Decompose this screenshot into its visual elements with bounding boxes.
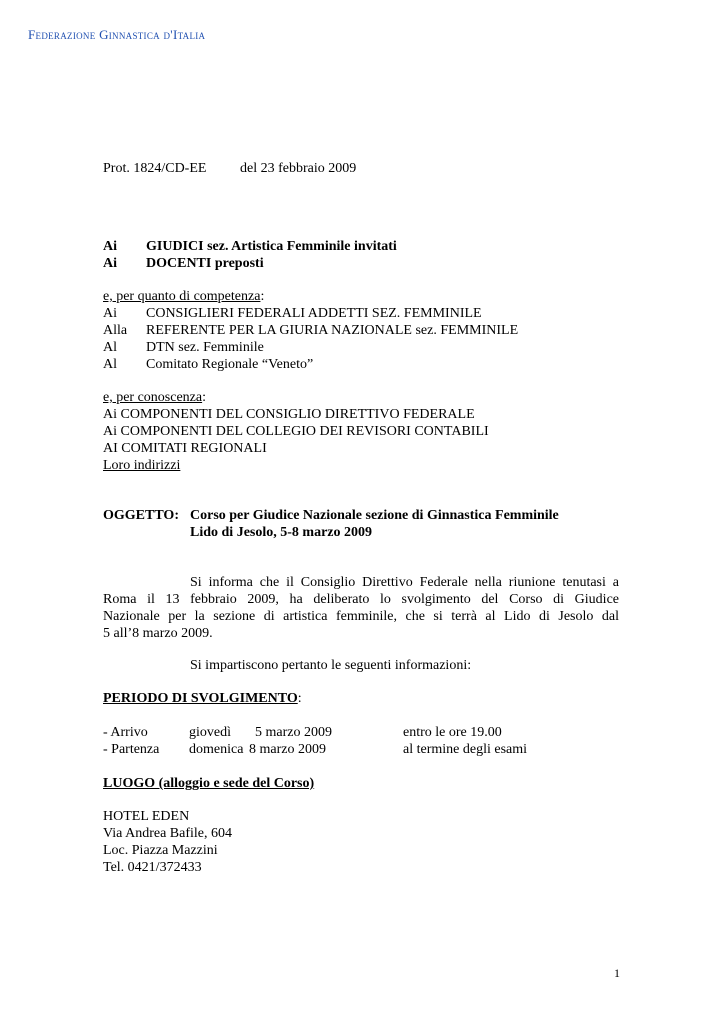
periodo-date: 8 marzo 2009 (249, 742, 326, 757)
competenza-prefix: Al (103, 340, 117, 355)
conoscenza-item: Ai COMPONENTI DEL COLLEGIO DEI REVISORI CONTABILI (103, 424, 489, 439)
periodo-label: - Arrivo (103, 725, 148, 740)
protocol-number: Prot. 1824/CD-EE (103, 161, 207, 176)
competenza-heading (103, 288, 264, 305)
recipient-name: DOCENTI preposti (146, 256, 264, 271)
recipient-name: GIUDICI sez. Artistica Femminile invitati (146, 239, 397, 254)
competenza-prefix: Ai (103, 306, 117, 321)
periodo-date: 5 marzo 2009 (255, 725, 332, 740)
periodo-title: PERIODO DI SVOLGIMENTO (103, 691, 298, 706)
paragraph-line: Si informa che il Consiglio Direttivo Federale nella riunione tenutasi a (190, 575, 619, 590)
competenza-prefix: Al (103, 357, 117, 372)
competenza-name: REFERENTE PER LA GIURIA NAZIONALE sez. FEMMINILE (146, 323, 519, 338)
periodo-label: - Partenza (103, 742, 160, 757)
conoscenza-title: e, per conoscenza (103, 390, 203, 405)
competenza-name: CONSIGLIERI FEDERALI ADDETTI SEZ. FEMMINILE (146, 306, 482, 321)
competenza-name: DTN sez. Femminile (146, 340, 264, 355)
periodo-note: al termine degli esami (403, 742, 528, 757)
competenza-prefix: Alla (103, 323, 128, 338)
luogo-line: HOTEL EDEN (103, 809, 190, 824)
paragraph-line: Nazionale per la sezione di artistica femminile, che si terrà al Lido di Jesolo dal (103, 609, 619, 624)
paragraph-line: 5 all’8 marzo 2009. (103, 626, 213, 641)
periodo-day: domenica (189, 742, 244, 757)
oggetto-line-2: Lido di Jesolo, 5-8 marzo 2009 (190, 525, 372, 540)
luogo-line: Via Andrea Bafile, 604 (103, 826, 233, 841)
protocol-date: del 23 febbraio 2009 (240, 161, 357, 176)
conoscenza-item: AI COMITATI REGIONALI (103, 441, 267, 456)
competenza-title: e, per quanto di competenza (103, 289, 261, 304)
paragraph-line: Roma il 13 febbraio 2009, ha deliberato lo svolgimento del Corso di Giudice (103, 592, 619, 607)
body-paragraph-1 (103, 574, 619, 642)
recipient-prefix: Ai (103, 256, 117, 271)
conoscenza-heading (103, 389, 206, 406)
competenza-colon: : (260, 289, 265, 304)
oggetto-line-1: Corso per Giudice Nazionale sezione di Ginnastica Femminile (190, 508, 559, 523)
body-paragraph-2: Si impartiscono pertanto le seguenti informazioni: (190, 658, 472, 673)
luogo-heading: LUOGO (alloggio e sede del Corso) (103, 776, 315, 791)
organization-header: Federazione Ginnastica d'Italia (28, 27, 206, 42)
oggetto-label: OGGETTO: (103, 508, 179, 523)
periodo-colon: : (297, 691, 302, 706)
conoscenza-item: Ai COMPONENTI DEL CONSIGLIO DIRETTIVO FEDERALE (103, 407, 475, 422)
periodo-note: entro le ore 19.00 (403, 725, 502, 740)
periodo-heading (103, 690, 302, 707)
conoscenza-footer: Loro indirizzi (103, 458, 181, 473)
competenza-name: Comitato Regionale “Veneto” (146, 357, 314, 372)
luogo-line: Tel. 0421/372433 (103, 860, 202, 875)
recipient-prefix: Ai (103, 239, 117, 254)
luogo-line: Loc. Piazza Mazzini (103, 843, 218, 858)
page-number: 1 (614, 966, 620, 980)
periodo-day: giovedì (189, 725, 231, 740)
conoscenza-colon: : (202, 390, 206, 405)
